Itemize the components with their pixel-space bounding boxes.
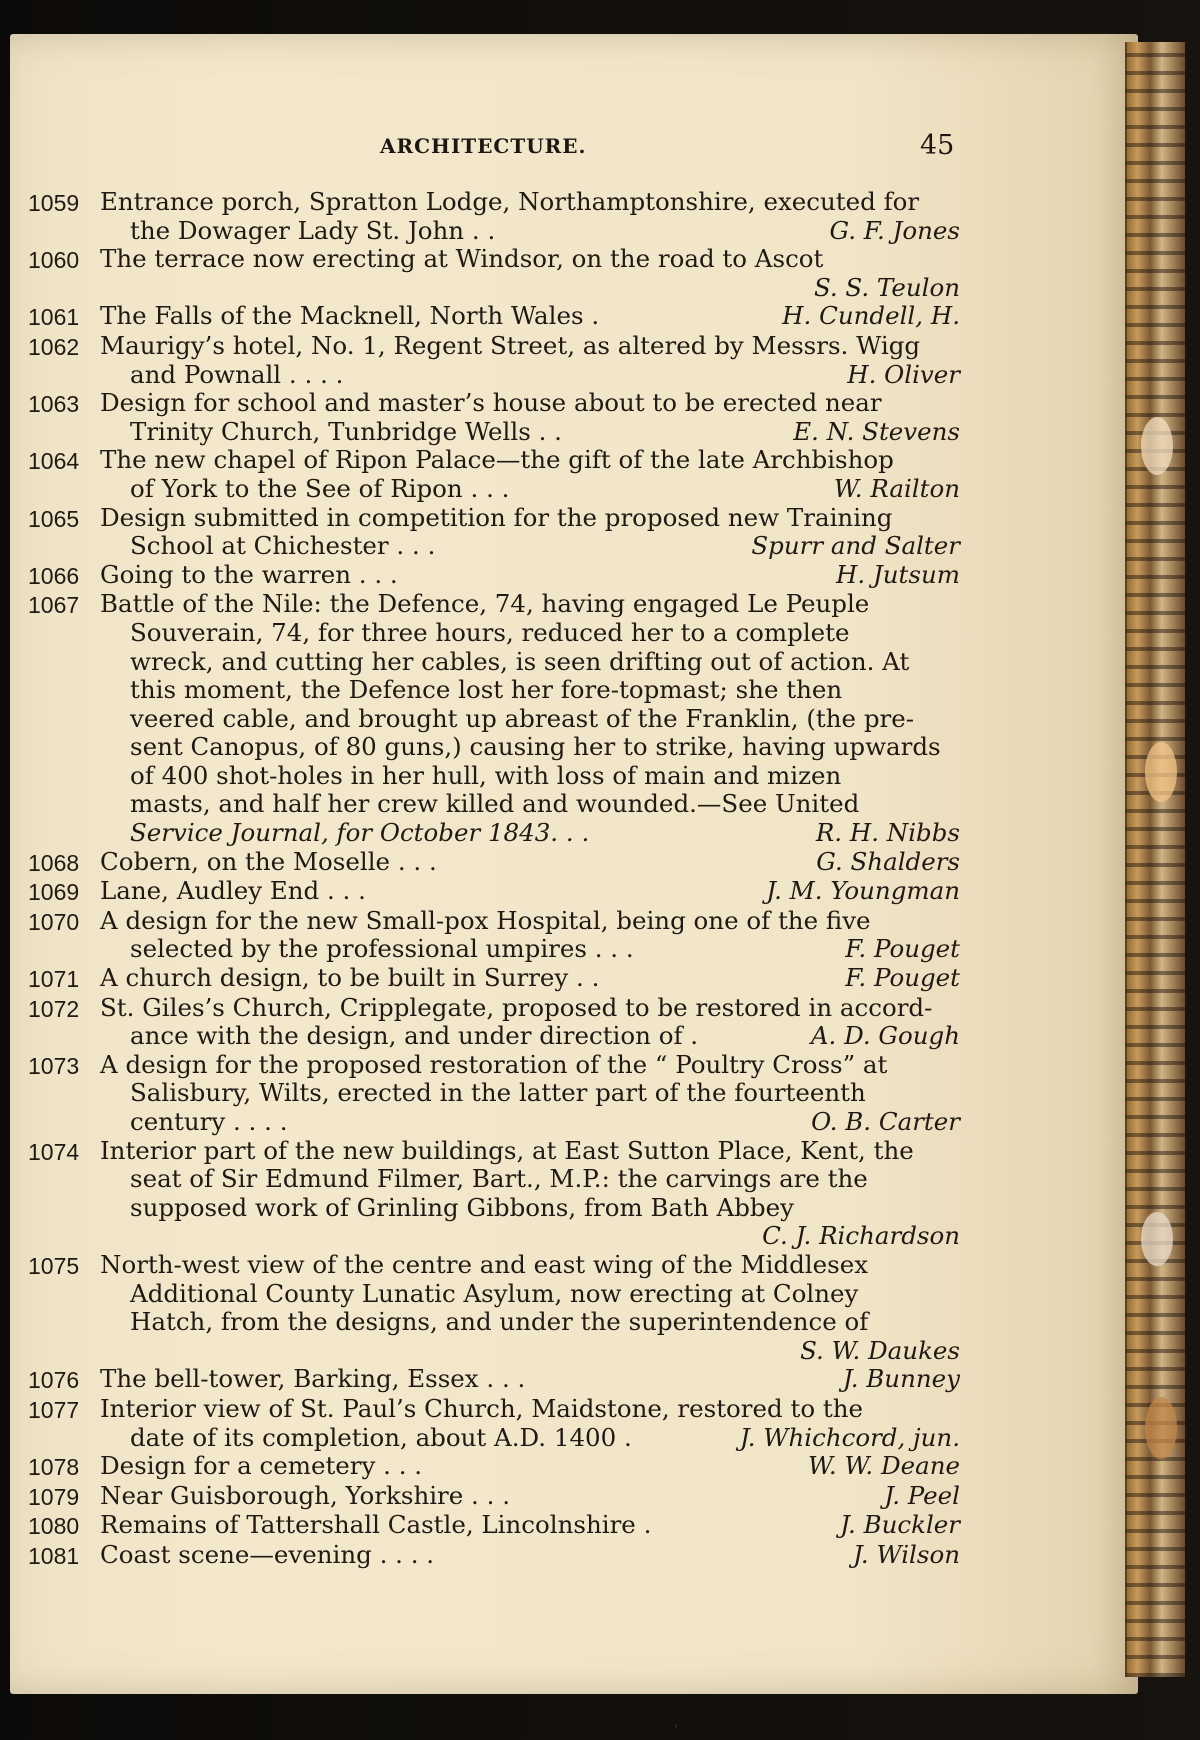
entry-line: Souverain, 74, for three hours, reduced her to a complete	[130, 617, 850, 647]
entry-number: 1069	[28, 879, 80, 906]
catalog-entry	[28, 907, 960, 964]
entry-text	[100, 1511, 960, 1540]
entry-number: 1073	[28, 1052, 80, 1079]
entry-line: A design for the new Small-pox Hospital, being one of the five	[100, 905, 871, 935]
entry-number: 1081	[28, 1542, 80, 1569]
entry-text	[100, 561, 960, 590]
artist-name: O. B. Carter	[811, 1107, 960, 1136]
artist-name: F. Pouget	[845, 934, 960, 964]
artist-name: E. N. Stevens	[793, 416, 960, 446]
entry-number: 1075	[28, 1252, 80, 1279]
page-mark	[675, 1724, 677, 1728]
catalog-entry-list	[28, 188, 960, 1571]
entry-text	[100, 446, 960, 503]
artist-name: S. W. Daukes	[800, 1335, 960, 1365]
entry-text	[100, 1395, 960, 1452]
entry-line: Design submitted in competition for the proposed new Training	[100, 502, 893, 532]
entry-number: 1063	[28, 391, 80, 418]
entry-line: the Dowager Lady St. John . . G. F. Jones	[130, 215, 960, 245]
entry-line: Remains of Tattershall Castle, Lincolnshire . J. Buckler	[100, 1510, 960, 1540]
catalog-entry	[28, 1251, 960, 1365]
catalog-entry	[28, 561, 960, 591]
artist-name: W. Railton	[833, 473, 960, 503]
catalog-entry	[28, 1365, 960, 1395]
entry-number: 1072	[28, 995, 80, 1022]
entry-number: 1080	[28, 1513, 80, 1540]
entry-line: The terrace now erecting at Windsor, on the road to Ascot S. S. Teulon	[100, 244, 960, 302]
entry-text	[100, 1137, 960, 1251]
entry-line: Design for school and master’s house about to be erected near	[100, 388, 882, 418]
artist-name: G. Shalders	[816, 846, 960, 876]
artist-name: J. Whichcord, jun.	[739, 1422, 960, 1452]
edge-decoration	[1141, 417, 1173, 475]
entry-number: 1066	[28, 562, 80, 589]
catalog-entry	[28, 590, 960, 847]
edge-decoration	[1145, 742, 1177, 802]
entry-text	[100, 332, 960, 389]
entry-number: 1059	[28, 190, 80, 216]
running-head: ARCHITECTURE.	[380, 134, 587, 158]
artist-name: H. Jutsum	[836, 559, 960, 589]
catalog-entry	[28, 994, 960, 1051]
artist-name: H. Oliver	[847, 359, 960, 389]
artist-name: F. Pouget	[845, 963, 960, 993]
entry-number: 1064	[28, 448, 80, 475]
entry-line: Entrance porch, Spratton Lodge, Northamptonshire, executed for	[100, 187, 920, 216]
entry-number: 1068	[28, 849, 80, 876]
entry-line: Going to the warren . . . H. Jutsum	[100, 559, 960, 589]
entry-line: St. Giles’s Church, Cripplegate, proposed to be restored in accord-	[100, 992, 933, 1022]
entry-text	[100, 389, 960, 446]
entry-line: Additional County Lunatic Asylum, now erecting at Colney	[130, 1278, 859, 1308]
entry-line: veered cable, and brought up abreast of the Franklin, (the pre-	[130, 703, 915, 733]
entry-text	[100, 1251, 960, 1365]
entry-line: and Pownall . . . . H. Oliver	[130, 359, 960, 389]
page-number: 45	[920, 130, 955, 161]
entry-line: Battle of the Nile: the Defence, 74, having engaged Le Peuple	[100, 589, 870, 619]
catalog-entry	[28, 964, 960, 994]
entry-text	[100, 245, 960, 302]
entry-line: ance with the design, and under direction of . A. D. Gough	[130, 1021, 960, 1051]
artist-name: J. Peel	[884, 1480, 960, 1510]
entry-line: Trinity Church, Tunbridge Wells . . E. N. Stevens	[130, 416, 960, 446]
entry-text	[100, 1452, 960, 1481]
entry-line: Salisbury, Wilts, erected in the latter part of the fourteenth	[130, 1078, 866, 1108]
entry-line: of York to the See of Ripon . . . W. Railton	[130, 473, 960, 503]
entry-number: 1062	[28, 333, 80, 360]
artist-name: C. J. Richardson	[762, 1221, 960, 1251]
entry-line: A church design, to be built in Surrey . . F. Pouget	[100, 963, 960, 993]
edge-decoration	[1141, 1212, 1173, 1266]
entry-line: Design for a cemetery . . . W. W. Deane	[100, 1451, 960, 1481]
catalog-entry	[28, 1511, 960, 1541]
catalog-entry	[28, 188, 960, 245]
entry-line: North-west view of the centre and east wing of the Middlesex	[100, 1249, 869, 1279]
entry-line: masts, and half her crew killed and wounded.—See United	[130, 789, 860, 819]
catalog-entry	[28, 1452, 960, 1482]
catalog-entry	[28, 446, 960, 503]
artist-name: W. W. Deane	[808, 1451, 960, 1481]
entry-text	[100, 1541, 960, 1570]
entry-line: seat of Sir Edmund Filmer, Bart., M.P.: the carvings are the	[130, 1164, 868, 1194]
entry-text	[100, 964, 960, 993]
entry-line: Near Guisborough, Yorkshire . . . J. Peel	[100, 1480, 960, 1510]
artist-name: H. Cundell, H.	[782, 301, 960, 331]
entry-number: 1067	[28, 592, 80, 619]
artist-name: J. Bunney	[842, 1364, 960, 1394]
entry-line: century . . . . O. B. Carter	[130, 1107, 960, 1136]
entry-text	[100, 302, 960, 331]
artist-name: J. Buckler	[840, 1510, 960, 1540]
artist-name: J. Wilson	[852, 1539, 960, 1569]
entry-line: Interior view of St. Paul’s Church, Maidstone, restored to the	[100, 1393, 863, 1423]
artist-name: A. D. Gough	[810, 1021, 960, 1051]
artist-name: J. M. Youngman	[766, 876, 960, 906]
entry-number: 1071	[28, 966, 80, 993]
entry-line: date of its completion, about A.D. 1400 . J. Whichcord, jun.	[130, 1422, 960, 1452]
artist-name: S. S. Teulon	[813, 272, 960, 302]
artist-name: G. F. Jones	[829, 215, 960, 245]
entry-text	[100, 590, 960, 847]
entry-line: The bell-tower, Barking, Essex . . . J. Bunney	[100, 1364, 960, 1394]
entry-number: 1077	[28, 1396, 80, 1423]
entry-number: 1076	[28, 1367, 80, 1394]
artist-name: Spurr and Salter	[751, 531, 960, 561]
entry-number: 1079	[28, 1483, 80, 1510]
entry-text	[100, 994, 960, 1051]
entry-text	[100, 877, 960, 906]
catalog-entry	[28, 1395, 960, 1452]
entry-line	[100, 1337, 960, 1366]
entry-text	[100, 188, 960, 245]
artist-name: R. H. Nibbs	[815, 818, 960, 848]
entry-line: supposed work of Grinling Gibbons, from Bath Abbey C. J. Richardson	[130, 1192, 960, 1251]
entry-text	[100, 848, 960, 877]
entry-line: The Falls of the Macknell, North Wales . H. Cundell, H.	[100, 301, 960, 331]
catalog-entry	[28, 1051, 960, 1137]
entry-line: wreck, and cutting her cables, is seen drifting out of action. At	[130, 646, 910, 676]
entry-line: sent Canopus, of 80 guns,) causing her to strike, having upwards	[130, 732, 941, 762]
entry-line: The new chapel of Ripon Palace—the gift of the late Archbishop	[100, 445, 894, 475]
entry-text	[100, 1365, 960, 1394]
entry-text	[100, 1482, 960, 1511]
entry-line: selected by the professional umpires . . . F. Pouget	[130, 934, 960, 964]
entry-number: 1074	[28, 1138, 80, 1165]
entry-line: this moment, the Defence lost her fore-topmast; she then	[130, 675, 843, 705]
catalog-entry	[28, 302, 960, 332]
entry-line: of 400 shot-holes in her hull, with loss of main and mizen	[130, 760, 842, 790]
catalog-entry	[28, 245, 960, 302]
entry-line: Hatch, from the designs, and under the superintendence of	[130, 1307, 869, 1337]
catalog-entry	[28, 877, 960, 907]
entry-text	[100, 907, 960, 964]
book-page-edge	[1125, 42, 1185, 1677]
entry-number: 1078	[28, 1454, 80, 1481]
entry-line: School at Chichester . . . Spurr and Salter	[130, 531, 960, 561]
entry-number: 1070	[28, 908, 80, 935]
catalog-entry	[28, 848, 960, 878]
edge-decoration	[1145, 1397, 1177, 1459]
entry-number: 1061	[28, 304, 80, 331]
entry-number: 1060	[28, 247, 80, 274]
catalog-entry	[28, 1482, 960, 1512]
catalog-entry	[28, 332, 960, 389]
entry-line: Coast scene—evening . . . . J. Wilson	[100, 1539, 960, 1569]
catalog-entry	[28, 1541, 960, 1571]
entry-number: 1065	[28, 505, 80, 532]
entry-line: Cobern, on the Moselle . . . G. Shalders	[100, 846, 960, 876]
catalog-entry	[28, 504, 960, 561]
entry-line: Lane, Audley End . . . J. M. Youngman	[100, 876, 960, 906]
entry-text	[100, 504, 960, 561]
catalog-entry	[28, 389, 960, 446]
entry-line: Interior part of the new buildings, at East Sutton Place, Kent, the	[100, 1135, 914, 1165]
entry-line: A design for the proposed restoration of the “ Poultry Cross” at	[100, 1049, 888, 1079]
entry-text	[100, 1051, 960, 1137]
entry-line: Service Journal, for October 1843. . . R. H. Nibbs	[130, 818, 960, 848]
entry-line: Maurigy’s hotel, No. 1, Regent Street, as altered by Messrs. Wigg	[100, 330, 921, 360]
catalog-entry	[28, 1137, 960, 1251]
